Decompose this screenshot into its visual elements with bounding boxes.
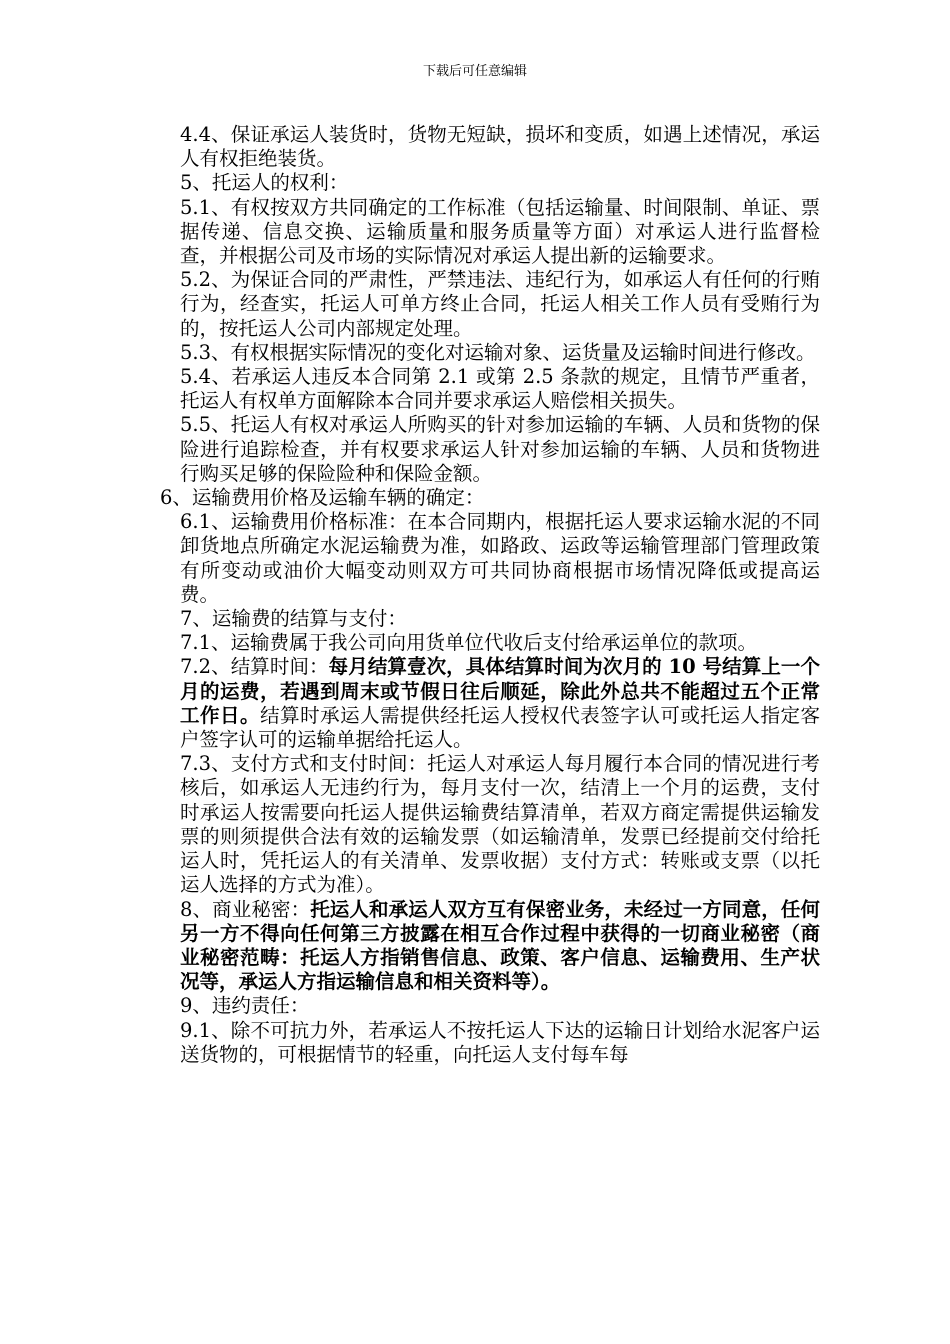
paragraph-7-2-tail: 结算时承运人需提供经托运人授权代表签字认可或托运人指定客户签字认可的运输单据给托运人。 bbox=[180, 703, 820, 752]
heading-7: 7、运输费的结算与支付： bbox=[180, 607, 407, 631]
paragraph-5-5: 5.5、托运人有权对承运人所购买的针对参加运输的车辆、人员和货物的保险进行追踪检查，并有权要求承运人针对参加运输的车辆、人员和货物进行购买足够的保险险种和保险金额。 bbox=[180, 413, 820, 485]
paragraph-5-4: 5.4、若承运人违反本合同第 2.1 或第 2.5 条款的规定，且情节严重者，托运人有权单方面解除本合同并要求承运人赔偿相关损失。 bbox=[180, 365, 820, 413]
paragraph-8-bold: 托运人和承运人双方互有保密业务，未经过一方同意，任何另一方不得向任何第三方披露在相互合作过程中获得的一切商业秘密（商业秘密范畴：托运人方指销售信息、政策、客户信息、运输费用、生产状况等，承运人方指运输信息和相关资料等）。 bbox=[180, 897, 820, 994]
paragraph-5-3: 5.3、有权根据实际情况的变化对运输对象、运货量及运输时间进行修改。 bbox=[180, 340, 816, 364]
paragraph-8 bbox=[180, 898, 820, 995]
paragraph-5-2: 5.2、为保证合同的严肃性，严禁违法、违纪行为，如承运人有任何的行贿行为，经查实，托运人可单方终止合同，托运人相关工作人员有受贿行为的，按托运人公司内部规定处理。 bbox=[180, 268, 820, 340]
paragraph-7-2-lead: 7.2、结算时间： bbox=[180, 655, 329, 679]
paragraph-7-3: 7.3、支付方式和支付时间：托运人对承运人每月履行本合同的情况进行考核后，如承运人无违约行为，每月支付一次，结清上一个月的运费，支付时承运人按需要向托运人提供运输费结算清单，若双方商定需提供运输发票的则须提供合法有效的运输发票（如运输清单，发票已经提前交付给托运人时，凭托运人的有关清单、发票收据）支付方式：转账或支票（以托运人选择的方式为准）。 bbox=[180, 752, 820, 897]
paragraph-4-4: 4.4、保证承运人装货时，货物无短缺，损坏和变质，如遇上述情况，承运人有权拒绝装货。 bbox=[180, 123, 820, 171]
paragraph-8-lead: 8、商业秘密： bbox=[180, 897, 311, 921]
paragraph-9-1: 9.1、除不可抗力外，若承运人不按托运人下达的运输日计划给水泥客户运送货物的，可根据情节的轻重，向托运人支付每车每 bbox=[180, 1018, 820, 1066]
paragraph-5-1: 5.1、有权按双方共同确定的工作标准（包括运输量、时间限制、单证、票据传递、信息交换、运输质量和服务质量等方面）对承运人进行监督检查，并根据公司及市场的实际情况对承运人提出新的运输要求。 bbox=[180, 195, 820, 268]
paragraph-7-2 bbox=[180, 655, 820, 752]
paragraph-6-1: 6.1、运输费用价格标准：在本合同期内，根据托运人要求运输水泥的不同卸货地点所确定水泥运输费为准，如路政、运政等运输管理部门管理政策有所变动或油价大幅变动则双方可共同协商根据市场情况降低或提高运费。 bbox=[180, 510, 820, 606]
paragraph-7-1: 7.1、运输费属于我公司向用货单位代收后支付给承运单位的款项。 bbox=[180, 631, 758, 655]
page-header: 下载后可任意编辑 bbox=[422, 64, 527, 79]
heading-9: 9、违约责任： bbox=[180, 994, 310, 1018]
paragraph-7-2-bold: 每月结算壹次，具体结算时间为次月的 10 号结算上一个月的运费，若遇到周末或节假日往后顺延，除此外总共不能超过五个正常工作日。 bbox=[180, 655, 820, 727]
document-body bbox=[160, 123, 820, 1067]
heading-6: 6、运输费用价格及运输车辆的确定： bbox=[160, 486, 485, 510]
heading-5: 5、托运人的权利： bbox=[180, 171, 349, 195]
